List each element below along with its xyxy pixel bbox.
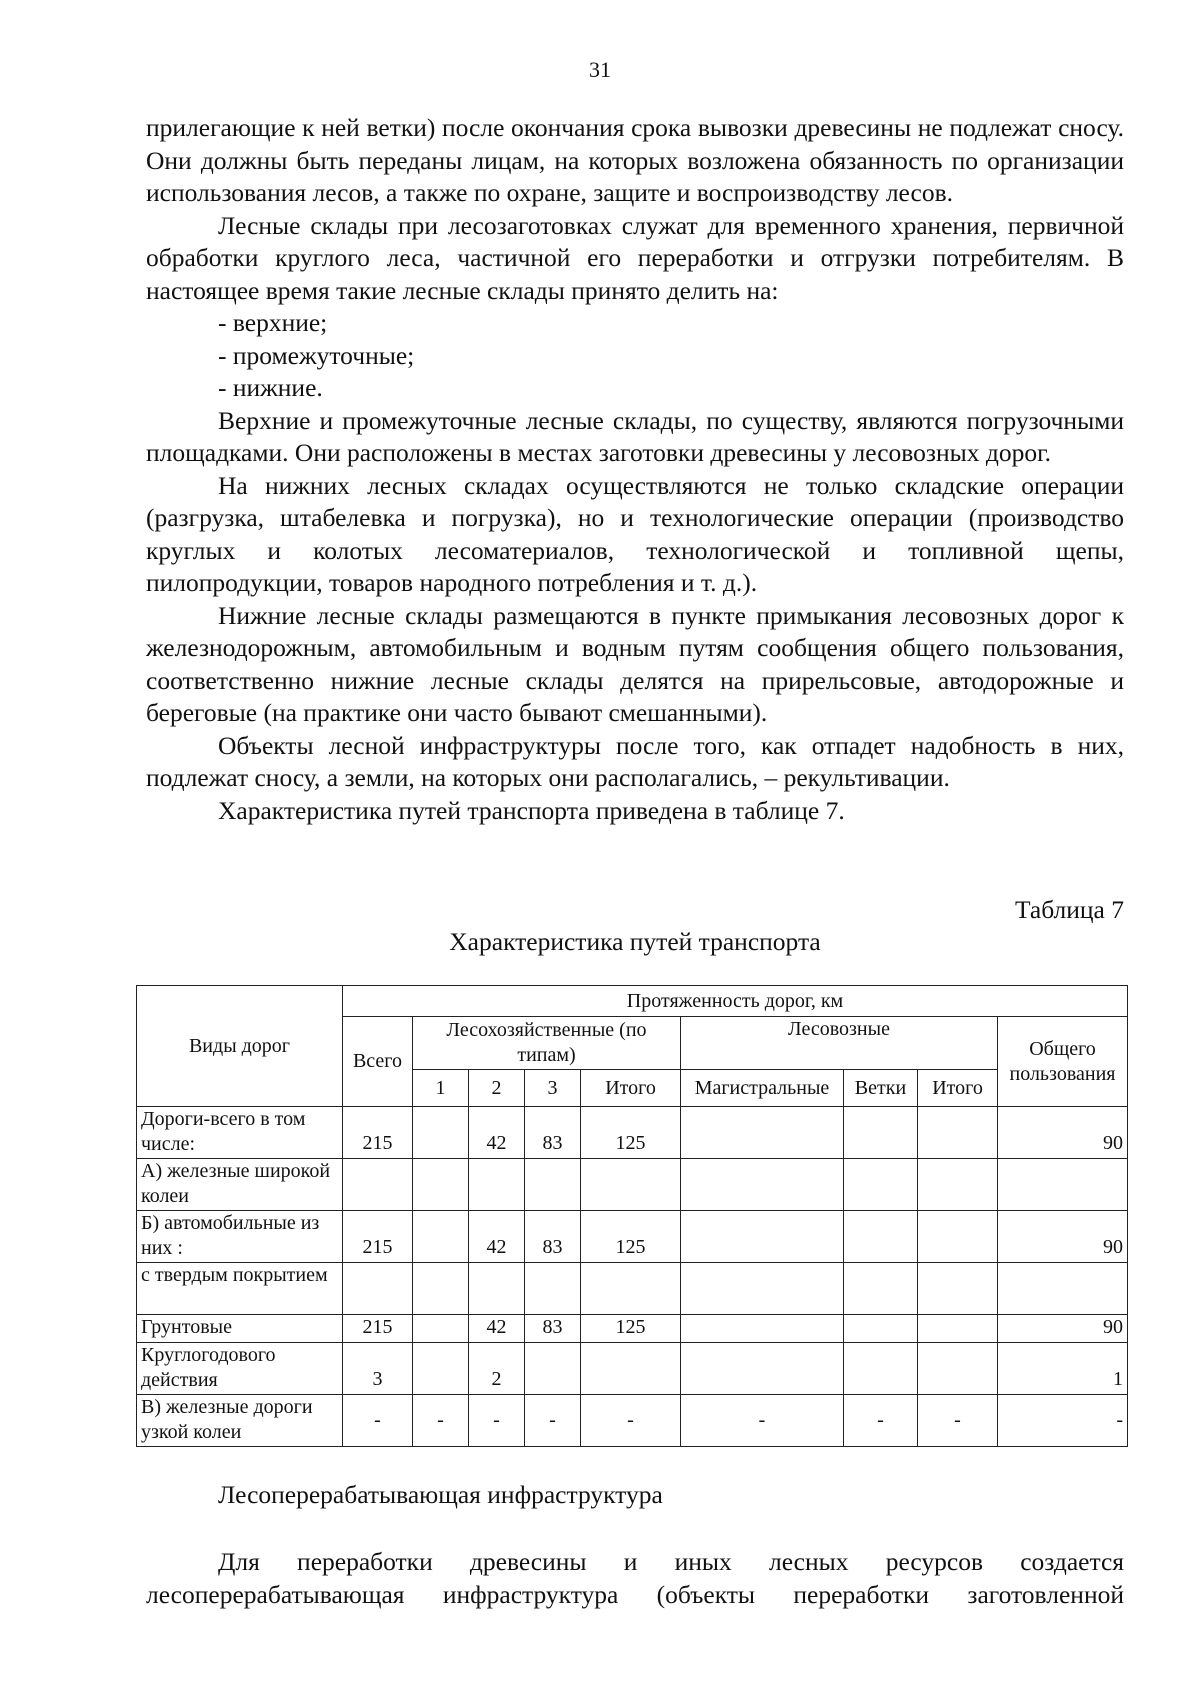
table-cell: - — [525, 1395, 581, 1447]
header-logging-itogo: Итого — [918, 1070, 998, 1107]
table-cell: 215 — [343, 1107, 413, 1159]
table-cell — [581, 1263, 681, 1315]
table-cell — [681, 1263, 844, 1315]
header-type-2: 2 — [469, 1070, 525, 1107]
table-cell: 90 — [998, 1107, 1128, 1159]
paragraph: Характеристика путей транспорта приведена в таблице 7. — [218, 795, 845, 825]
table-cell — [844, 1107, 918, 1159]
table-cell — [918, 1263, 998, 1315]
table-cell — [918, 1315, 998, 1343]
table-cell — [525, 1263, 581, 1315]
table-cell — [413, 1159, 469, 1211]
table-cell: - — [681, 1395, 844, 1447]
row-label: Круглогодового действия — [137, 1343, 343, 1395]
table-cell: 42 — [469, 1107, 525, 1159]
paragraph: прилегающие к ней ветки) после окончания срока вывозки древесины не подлежат сносу. Они должны быть переданы лицам, на которых возложена обязанность по организации использования лесов, а также по охране, защите и воспроизводству лесов. — [146, 113, 1124, 207]
header-type-3: 3 — [525, 1070, 581, 1107]
table-cell: - — [413, 1395, 469, 1447]
table-cell: 3 — [343, 1343, 413, 1395]
table-cell: 42 — [469, 1315, 525, 1343]
table-cell — [525, 1343, 581, 1395]
table-cell — [413, 1211, 469, 1263]
paragraph: Нижние лесные склады размещаются в пункте примыкания лесовозных дорог к железнодорожным, автомобильным и водным путям сообщения общего пользования, соответственно нижние лесные склады делятся на прирельсовые, автодорожные и береговые (на практике они часто бывают смешанными). — [146, 600, 1124, 727]
body-text — [146, 112, 1124, 827]
row-label: Б) автомобильные из них : — [137, 1211, 343, 1263]
table-cell — [844, 1211, 918, 1263]
paragraph: На нижних лесных складах осуществляются не только складские операции (разгрузка, штабелевка и погрузка), но и технологические операции (производство круглых и колотых лесоматериалов, технологической и топливной щепы, пилопродукции, товаров народного потребления и т. д.). — [146, 470, 1124, 597]
header-road-types: Виды дорог — [137, 986, 343, 1107]
table-cell — [413, 1315, 469, 1343]
table-cell — [343, 1263, 413, 1315]
row-label: с твердым покрытием — [137, 1263, 343, 1315]
header-forestry-itogo: Итого — [581, 1070, 681, 1107]
table-cell — [681, 1107, 844, 1159]
section-heading: Лесоперерабатывающая инфраструктура — [218, 1480, 663, 1509]
table-cell — [998, 1263, 1128, 1315]
table-cell — [844, 1315, 918, 1343]
table-cell — [844, 1263, 918, 1315]
table-cell: 90 — [998, 1315, 1128, 1343]
list-item: - промежуточные; — [218, 340, 415, 370]
list-item: - нижние. — [218, 373, 323, 402]
row-label: Грунтовые — [137, 1315, 343, 1343]
table-cell: - — [469, 1395, 525, 1447]
table-cell — [469, 1263, 525, 1315]
paragraph: Для переработки древесины и иных лесных ресурсов создается лесоперерабатывающая инфраструктура (объекты переработки заготовленной — [146, 1547, 1124, 1609]
table-cell: 2 — [469, 1343, 525, 1395]
table-row — [137, 1395, 1128, 1447]
table-cell — [469, 1159, 525, 1211]
header-total: Всего — [343, 1017, 413, 1107]
table-title: Характеристика путей транспорта — [449, 927, 821, 956]
row-label: В) железные дороги узкой колеи — [137, 1395, 343, 1447]
page-number: 31 — [589, 57, 611, 82]
table-cell: - — [343, 1395, 413, 1447]
list-item: - верхние; — [218, 308, 328, 337]
table-number: Таблица 7 — [1014, 895, 1124, 924]
table-cell: 1 — [998, 1343, 1128, 1395]
header-length: Протяженность дорог, км — [343, 986, 1128, 1017]
table-cell: 125 — [581, 1107, 681, 1159]
table-cell — [681, 1159, 844, 1211]
table-cell — [413, 1263, 469, 1315]
header-main: Магистральные — [681, 1070, 844, 1107]
table-cell: 83 — [525, 1211, 581, 1263]
table-row — [137, 1211, 1128, 1263]
table-cell — [413, 1343, 469, 1395]
table-cell — [681, 1315, 844, 1343]
table-cell — [844, 1159, 918, 1211]
header-branches: Ветки — [844, 1070, 918, 1107]
header-type-1: 1 — [413, 1070, 469, 1107]
table-cell — [918, 1159, 998, 1211]
paragraph: Объекты лесной инфраструктуры после того, как отпадет надобность в них, подлежат сносу, а земли, на которых они располагались, – рекультивации. — [146, 730, 1124, 792]
table-cell — [581, 1159, 681, 1211]
table-cell — [681, 1343, 844, 1395]
table-row — [137, 1263, 1128, 1315]
table-cell — [343, 1159, 413, 1211]
table-cell: 125 — [581, 1211, 681, 1263]
header-logging: Лесовозные — [681, 1017, 998, 1070]
table-cell — [918, 1211, 998, 1263]
table-cell — [918, 1343, 998, 1395]
paragraph: Верхние и промежуточные лесные склады, по существу, являются погрузочными площадками. Они расположены в местах заготовки древесины у лесовозных дорог. — [146, 405, 1124, 467]
table-cell — [998, 1159, 1128, 1211]
header-public: Общего пользования — [998, 1017, 1128, 1107]
table-cell: 83 — [525, 1315, 581, 1343]
table-cell: 215 — [343, 1211, 413, 1263]
table-cell — [681, 1211, 844, 1263]
table-cell — [525, 1159, 581, 1211]
paragraph: Лесные склады при лесозаготовках служат для временного хранения, первичной обработки круглого леса, частичной его переработки и отгрузки потребителям. В настоящее время такие лесные склады принято делить на: — [146, 210, 1124, 305]
table-cell: 42 — [469, 1211, 525, 1263]
row-label: Дороги-всего в том числе: — [137, 1107, 343, 1159]
table-row — [137, 1107, 1128, 1159]
table-cell: - — [581, 1395, 681, 1447]
tail-text — [146, 1546, 1124, 1611]
table-cell: - — [844, 1395, 918, 1447]
header-forestry: Лесохозяйственные (по типам) — [413, 1017, 681, 1070]
table-cell: - — [998, 1395, 1128, 1447]
table-cell: 83 — [525, 1107, 581, 1159]
table-row — [137, 1159, 1128, 1211]
table-cell — [413, 1107, 469, 1159]
table-cell: 215 — [343, 1315, 413, 1343]
table-row — [137, 1315, 1128, 1343]
table-cell: 90 — [998, 1211, 1128, 1263]
row-label: А) железные широкой колеи — [137, 1159, 343, 1211]
table-row — [137, 1343, 1128, 1395]
table-cell: - — [918, 1395, 998, 1447]
table-cell — [581, 1343, 681, 1395]
table-cell — [918, 1107, 998, 1159]
roads-table — [136, 985, 1128, 1447]
table-cell — [844, 1343, 918, 1395]
table-cell: 125 — [581, 1315, 681, 1343]
